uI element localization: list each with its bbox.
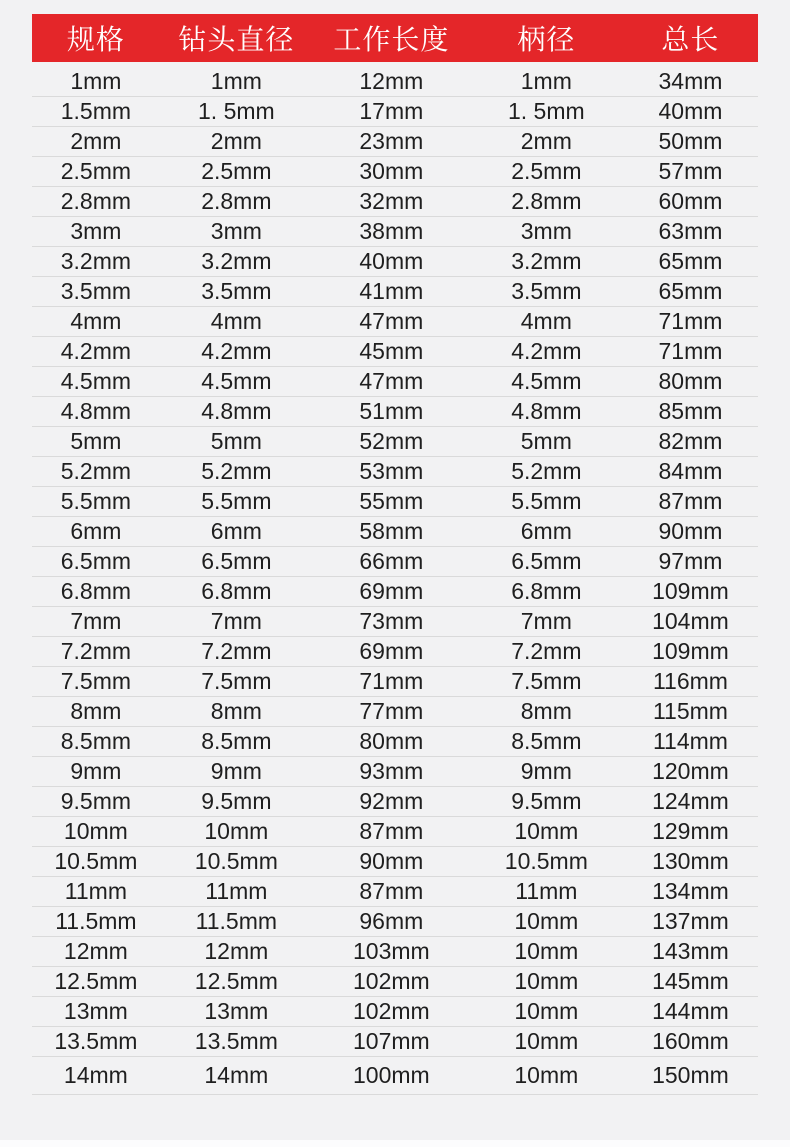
table-cell: 12mm xyxy=(359,68,424,94)
table-cell: 6mm xyxy=(210,518,262,544)
table-cell: 6mm xyxy=(70,518,122,544)
table-cell: 3.2mm xyxy=(60,248,132,274)
table-cell: 1mm xyxy=(210,68,262,94)
table-cell: 92mm xyxy=(359,788,424,814)
table-cell: 10.5mm xyxy=(54,848,138,874)
table-cell: 4mm xyxy=(520,308,572,334)
table-cell: 3.5mm xyxy=(201,278,272,304)
table-cell: 6.8mm xyxy=(201,578,272,604)
table-cell: 114mm xyxy=(652,728,728,754)
table-cell: 7.2mm xyxy=(60,638,132,664)
table-cell: 6.8mm xyxy=(60,578,132,604)
table-cell: 41mm xyxy=(359,278,424,304)
table-cell: 3.2mm xyxy=(201,248,272,274)
table-cell: 13.5mm xyxy=(54,1028,138,1054)
table-cell: 134mm xyxy=(652,878,729,904)
table-cell: 2mm xyxy=(70,128,122,154)
table-cell: 124mm xyxy=(652,788,729,814)
table-cell: 100mm xyxy=(352,1062,430,1088)
table-cell: 4.8mm xyxy=(511,398,582,424)
table-cell: 6.8mm xyxy=(511,578,582,604)
table-cell: 8mm xyxy=(210,698,262,724)
table-cell: 38mm xyxy=(359,218,424,244)
table-row xyxy=(32,457,758,487)
table-cell: 40mm xyxy=(658,98,723,124)
table-cell: 9.5mm xyxy=(201,788,272,814)
table-cell: 4mm xyxy=(70,308,122,334)
table-row xyxy=(32,757,758,787)
table-cell: 4mm xyxy=(210,308,262,334)
table-cell: 5mm xyxy=(520,428,572,454)
table-row xyxy=(32,727,758,757)
table-row xyxy=(32,277,758,307)
table-cell: 14mm xyxy=(63,1062,128,1088)
table-cell: 2.5mm xyxy=(511,158,582,184)
table-cell: 69mm xyxy=(359,638,424,664)
table-cell: 107mm xyxy=(352,1028,430,1054)
table-row xyxy=(32,157,758,187)
table-cell: 6.5mm xyxy=(511,548,582,574)
table-cell: 55mm xyxy=(359,488,424,514)
table-cell: 103mm xyxy=(352,938,430,964)
table-cell: 4.5mm xyxy=(201,368,272,394)
table-cell: 8.5mm xyxy=(201,728,272,754)
table-cell: 13mm xyxy=(204,998,269,1024)
table-cell: 71mm xyxy=(658,338,723,364)
header-cell: 规格 xyxy=(66,24,125,55)
table-cell: 10mm xyxy=(514,908,579,934)
table-cell: 160mm xyxy=(652,1028,729,1054)
table-row xyxy=(32,487,758,517)
table-cell: 7mm xyxy=(520,608,572,634)
table-row xyxy=(32,1057,758,1095)
table-cell: 12mm xyxy=(63,938,128,964)
table-cell: 143mm xyxy=(652,938,729,964)
table-cell: 34mm xyxy=(658,68,723,94)
table-cell: 4.5mm xyxy=(60,368,132,394)
table-row xyxy=(32,937,758,967)
table-cell: 9mm xyxy=(210,758,262,784)
table-row xyxy=(32,97,758,127)
table-cell: 129mm xyxy=(652,818,729,844)
table-cell: 109mm xyxy=(652,578,729,604)
table-cell: 2.5mm xyxy=(201,158,272,184)
table-cell: 65mm xyxy=(658,248,723,274)
table-cell: 115mm xyxy=(652,698,728,724)
table-row xyxy=(32,307,758,337)
table-cell: 104mm xyxy=(652,608,729,634)
table-row xyxy=(32,697,758,727)
table-cell: 3.2mm xyxy=(511,248,582,274)
table-cell: 8.5mm xyxy=(511,728,582,754)
table-row xyxy=(32,427,758,457)
table-cell: 14mm xyxy=(204,1062,269,1088)
table-cell: 3mm xyxy=(210,218,262,244)
table-row xyxy=(32,847,758,877)
table-cell: 11.5mm xyxy=(55,908,137,934)
table-cell: 10mm xyxy=(514,818,579,844)
table-cell: 11mm xyxy=(64,878,127,904)
table-cell: 5.5mm xyxy=(511,488,582,514)
table-cell: 4.2mm xyxy=(511,338,582,364)
table-row xyxy=(32,877,758,907)
table-cell: 144mm xyxy=(652,998,729,1024)
table-cell: 5mm xyxy=(210,428,262,454)
table-cell: 4.2mm xyxy=(201,338,272,364)
table-cell: 53mm xyxy=(359,458,424,484)
table-cell: 45mm xyxy=(359,338,424,364)
bottom-strip xyxy=(0,1140,790,1147)
table-cell: 7.5mm xyxy=(201,668,272,694)
table-header-row xyxy=(32,14,758,62)
table-cell: 4.5mm xyxy=(511,368,582,394)
table-row xyxy=(32,577,758,607)
table-cell: 11.5mm xyxy=(195,908,278,934)
table-cell: 6mm xyxy=(520,518,572,544)
table-cell: 10.5mm xyxy=(194,848,278,874)
table-cell: 5.5mm xyxy=(60,488,132,514)
table-cell: 52mm xyxy=(359,428,424,454)
table-cell: 6.5mm xyxy=(60,548,132,574)
header-cell: 总长 xyxy=(661,24,720,55)
table-cell: 66mm xyxy=(359,548,424,574)
table-cell: 47mm xyxy=(359,308,424,334)
table-cell: 40mm xyxy=(359,248,424,274)
table-cell: 10mm xyxy=(514,1062,579,1088)
table-cell: 90mm xyxy=(658,518,723,544)
table-cell: 2.8mm xyxy=(511,188,582,214)
table-cell: 77mm xyxy=(359,698,424,724)
table-cell: 85mm xyxy=(658,398,723,424)
table-cell: 7mm xyxy=(210,608,262,634)
table-cell: 102mm xyxy=(352,998,430,1024)
table-row xyxy=(32,607,758,637)
table-cell: 1mm xyxy=(70,68,122,94)
table-row xyxy=(32,517,758,547)
table-cell: 3mm xyxy=(70,218,122,244)
table-row xyxy=(32,217,758,247)
table-row xyxy=(32,667,758,697)
table-cell: 2mm xyxy=(520,128,572,154)
table-cell: 87mm xyxy=(658,488,723,514)
header-cell: 柄径 xyxy=(517,24,576,55)
table-cell: 10mm xyxy=(514,998,579,1024)
table-cell: 58mm xyxy=(359,518,424,544)
table-cell: 7mm xyxy=(70,608,122,634)
table-row xyxy=(32,247,758,277)
table-cell: 12mm xyxy=(204,938,269,964)
table-cell: 109mm xyxy=(652,638,729,664)
table-cell: 5mm xyxy=(70,428,122,454)
table-cell: 87mm xyxy=(359,818,424,844)
table-cell: 2.8mm xyxy=(60,188,132,214)
table-cell: 65mm xyxy=(658,278,723,304)
table-cell: 150mm xyxy=(652,1062,729,1088)
table-cell: 10mm xyxy=(514,938,579,964)
table-body xyxy=(32,67,758,1095)
table-cell: 11mm xyxy=(205,878,268,904)
spec-table xyxy=(32,14,758,1095)
table-cell: 7.5mm xyxy=(511,668,582,694)
table-cell: 80mm xyxy=(359,728,424,754)
table-row xyxy=(32,367,758,397)
table-cell: 6.5mm xyxy=(201,548,272,574)
table-cell: 5.5mm xyxy=(201,488,272,514)
table-cell: 60mm xyxy=(658,188,723,214)
table-cell: 8mm xyxy=(70,698,122,724)
table-cell: 1. 5mm xyxy=(198,98,275,124)
header-cell: 工作长度 xyxy=(333,24,450,55)
table-cell: 1.5mm xyxy=(60,98,132,124)
table-cell: 7.2mm xyxy=(201,638,272,664)
table-cell: 13mm xyxy=(63,998,128,1024)
table-cell: 32mm xyxy=(359,188,424,214)
table-cell: 102mm xyxy=(352,968,430,994)
table-cell: 63mm xyxy=(658,218,723,244)
table-cell: 137mm xyxy=(652,908,729,934)
table-cell: 50mm xyxy=(658,128,723,154)
table-cell: 71mm xyxy=(359,668,424,694)
table-cell: 10mm xyxy=(63,818,128,844)
table-cell: 116mm xyxy=(652,668,728,694)
table-row xyxy=(32,547,758,577)
table-cell: 7.2mm xyxy=(511,638,582,664)
table-cell: 80mm xyxy=(658,368,723,394)
table-cell: 4.2mm xyxy=(60,338,132,364)
table-cell: 9.5mm xyxy=(60,788,132,814)
table-row xyxy=(32,787,758,817)
table-cell: 47mm xyxy=(359,368,424,394)
table-row xyxy=(32,67,758,97)
table-cell: 10mm xyxy=(514,1028,579,1054)
table-row xyxy=(32,637,758,667)
table-cell: 51mm xyxy=(359,398,424,424)
table-row xyxy=(32,187,758,217)
table-cell: 10mm xyxy=(514,968,579,994)
table-cell: 97mm xyxy=(658,548,723,574)
table-cell: 3mm xyxy=(520,218,572,244)
table-cell: 8mm xyxy=(520,698,572,724)
table-cell: 120mm xyxy=(652,758,729,784)
table-cell: 84mm xyxy=(658,458,723,484)
table-cell: 145mm xyxy=(652,968,729,994)
table-cell: 9.5mm xyxy=(511,788,582,814)
table-cell: 13.5mm xyxy=(194,1028,278,1054)
table-cell: 73mm xyxy=(359,608,424,634)
table-cell: 5.2mm xyxy=(511,458,582,484)
table-row xyxy=(32,997,758,1027)
table-cell: 2.8mm xyxy=(201,188,272,214)
table-cell: 9mm xyxy=(70,758,122,784)
table-cell: 5.2mm xyxy=(201,458,272,484)
table-cell: 71mm xyxy=(658,308,723,334)
table-cell: 87mm xyxy=(359,878,424,904)
table-cell: 4.8mm xyxy=(60,398,132,424)
table-cell: 57mm xyxy=(658,158,723,184)
table-cell: 9mm xyxy=(520,758,572,784)
table-cell: 2.5mm xyxy=(60,158,132,184)
table-cell: 4.8mm xyxy=(201,398,272,424)
table-row xyxy=(32,907,758,937)
table-row xyxy=(32,1027,758,1057)
table-cell: 93mm xyxy=(359,758,424,784)
table-cell: 96mm xyxy=(359,908,424,934)
table-cell: 3.5mm xyxy=(60,278,132,304)
table-cell: 1. 5mm xyxy=(507,98,585,124)
table-cell: 10.5mm xyxy=(504,848,588,874)
table-cell: 130mm xyxy=(652,848,729,874)
table-row xyxy=(32,337,758,367)
table-cell: 90mm xyxy=(359,848,424,874)
table-cell: 17mm xyxy=(359,98,424,124)
table-cell: 11mm xyxy=(515,878,578,904)
table-cell: 10mm xyxy=(204,818,269,844)
table-row xyxy=(32,397,758,427)
table-row xyxy=(32,127,758,157)
table-row xyxy=(32,817,758,847)
header-cell: 钻头直径 xyxy=(178,24,295,55)
table-cell: 23mm xyxy=(359,128,424,154)
table-cell: 8.5mm xyxy=(60,728,132,754)
table-cell: 12.5mm xyxy=(54,968,138,994)
table-cell: 7.5mm xyxy=(60,668,132,694)
table-cell: 2mm xyxy=(210,128,262,154)
table-cell: 30mm xyxy=(359,158,424,184)
table-cell: 12.5mm xyxy=(194,968,278,994)
table-cell: 5.2mm xyxy=(60,458,132,484)
table-cell: 1mm xyxy=(520,68,572,94)
table-cell: 69mm xyxy=(359,578,424,604)
table-cell: 82mm xyxy=(658,428,723,454)
table-row xyxy=(32,967,758,997)
table-cell: 3.5mm xyxy=(511,278,582,304)
